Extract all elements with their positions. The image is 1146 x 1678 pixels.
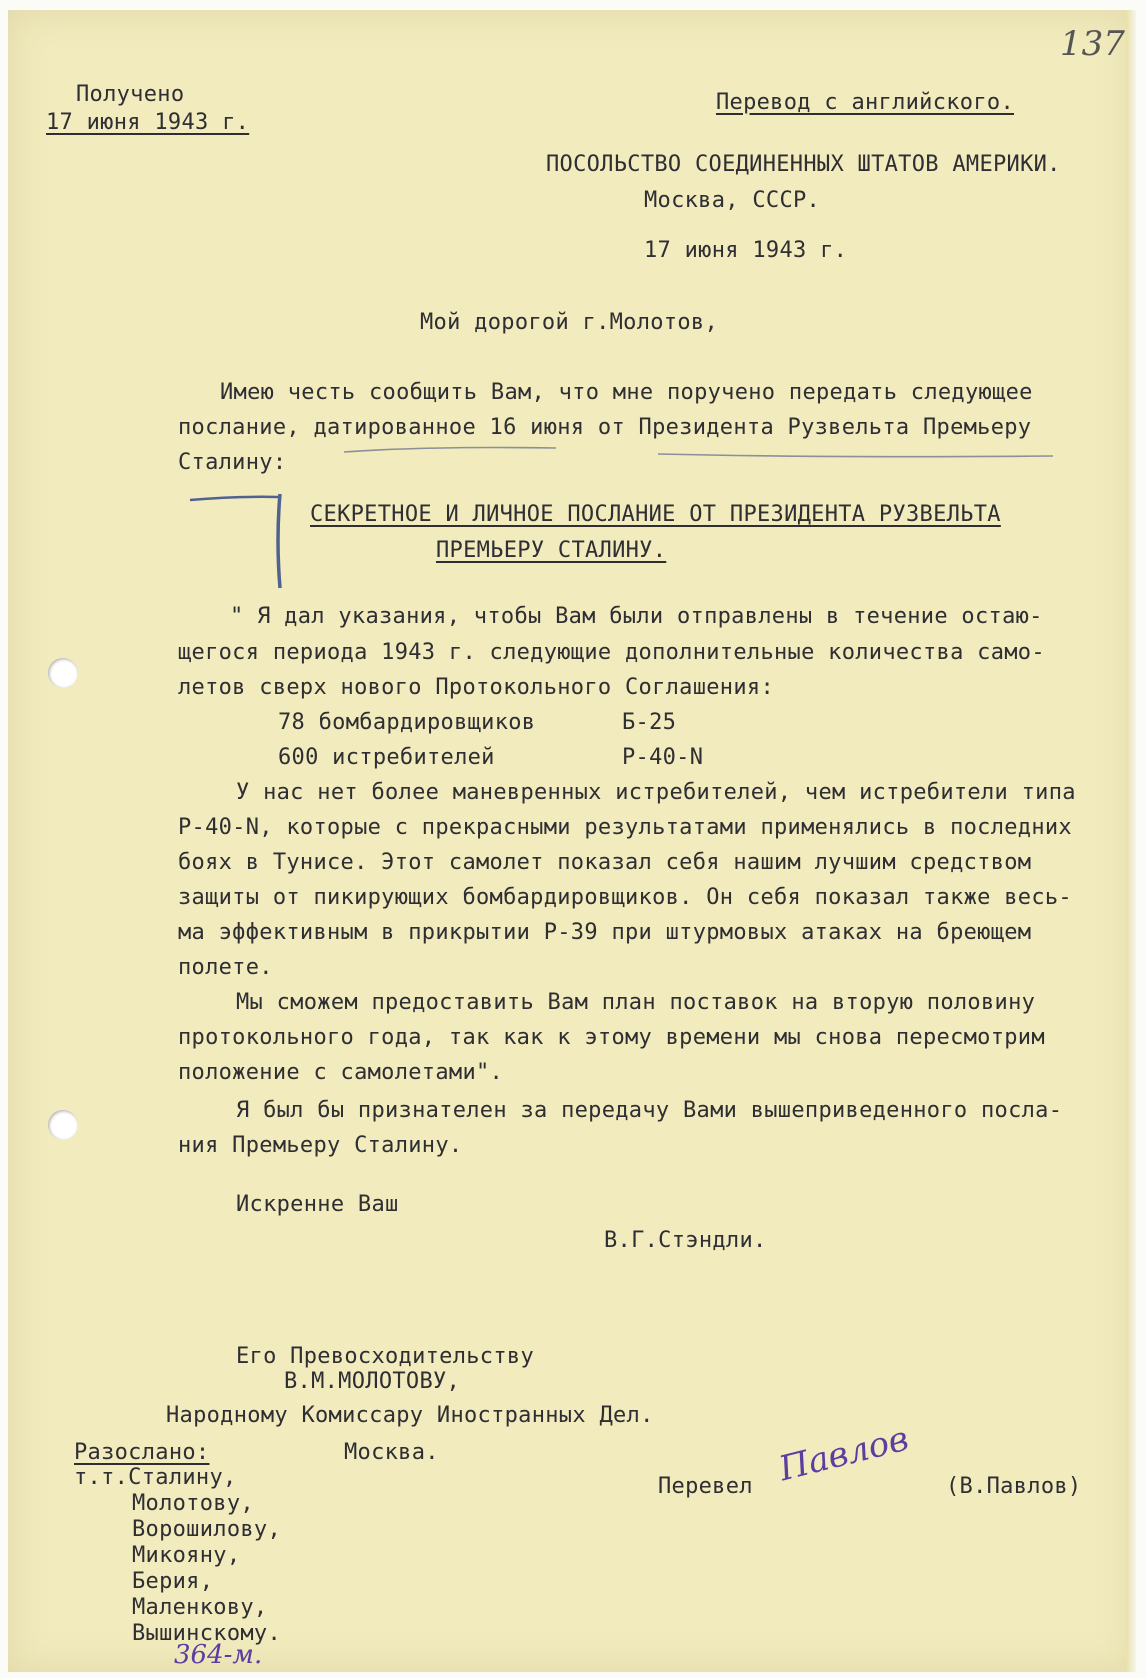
addressee-line: Москва. <box>344 1440 439 1465</box>
punch-hole <box>48 658 78 688</box>
distribution-label: Разослано: <box>74 1440 210 1465</box>
message-line: щегося периода 1943 г. следующие дополнительные количества само- <box>178 640 1045 665</box>
punch-hole <box>48 1110 78 1140</box>
message-title: СЕКРЕТНОЕ И ЛИЧНОЕ ПОСЛАНИЕ ОТ ПРЕЗИДЕНТА РУЗВЕЛЬТА <box>310 502 1001 527</box>
distribution-first: т.т.Сталину, <box>74 1465 237 1490</box>
document-page <box>8 10 1136 1672</box>
aircraft-qty: 78 бомбардировщиков <box>278 710 536 735</box>
message-line: боях в Тунисе. Этот самолет показал себя нашим лучшим средством <box>178 850 1032 875</box>
translator-name: (В.Павлов) <box>946 1474 1082 1499</box>
message-line: Р-40-N, которые с прекрасными результатами применялись в последних <box>178 815 1072 840</box>
aircraft-qty: 600 истребителей <box>278 745 495 770</box>
message-line: Мы сможем предоставить Вам план поставок на вторую половину <box>236 990 1036 1015</box>
message-line: защиты от пикирующих бомбардировщиков. Он себя показал также весь- <box>178 885 1072 910</box>
intro-line: Имею честь сообщить Вам, что мне поручено передать следующее <box>220 380 1033 405</box>
archive-number: 137 <box>1060 24 1125 64</box>
message-line: полете. <box>178 955 273 980</box>
message-line: протокольного года, так как к этому времени мы снова пересмотрим <box>178 1025 1045 1050</box>
distribution-name: Вышинскому. <box>132 1621 281 1646</box>
message-line: " Я дал указания, чтобы Вам были отправлены в течение остаю- <box>230 604 1043 629</box>
handwritten-reference: 364-м. <box>174 1640 263 1670</box>
received-date: 17 июня 1943 г. <box>46 110 250 135</box>
message-line: положение с самолетами". <box>178 1060 504 1085</box>
message-line: ма эффективным в прикрытии Р-39 при штурмовых атаках на бреющем <box>178 920 1032 945</box>
embassy-heading: ПОСОЛЬСТВО СОЕДИНЕННЫХ ШТАТОВ АМЕРИКИ. <box>546 152 1061 177</box>
addressee-line: Народному Комиссару Иностранных Дел. <box>166 1403 654 1428</box>
signer-name: В.Г.Стэндли. <box>604 1228 767 1253</box>
intro-line: послание, датированное 16 июня от Президента Рузвельта Премьеру <box>178 415 1032 440</box>
message-title: ПРЕМЬЕРУ СТАЛИНУ. <box>436 538 667 563</box>
addressee-line: В.М.МОЛОТОВУ, <box>284 1369 461 1394</box>
translator-label: Перевел <box>658 1474 753 1499</box>
addressee-line: Его Превосходительству <box>236 1344 534 1369</box>
aircraft-type: Р-40-N <box>622 745 704 770</box>
received-label: Получено <box>76 82 185 107</box>
embassy-city: Москва, СССР. <box>644 188 821 213</box>
closing-line: Я был бы признателен за передачу Вами вышеприведенного посла- <box>236 1098 1063 1123</box>
intro-line: Сталину: <box>178 450 287 475</box>
closing-line: ния Премьеру Сталину. <box>178 1133 463 1158</box>
translator-signature: Павлов <box>775 1418 913 1490</box>
distribution-name: Микояну, <box>132 1543 241 1568</box>
message-line: У нас нет более маневренных истребителей, чем истребители типа <box>236 780 1076 805</box>
distribution-name: Маленкову, <box>132 1595 268 1620</box>
translation-note: Перевод с английского. <box>716 90 1014 115</box>
distribution-name: Берия, <box>132 1569 214 1594</box>
message-line: летов сверх нового Протокольного Соглашения: <box>178 675 774 700</box>
sign-off: Искренне Ваш <box>236 1192 399 1217</box>
salutation: Мой дорогой г.Молотов, <box>420 310 718 335</box>
distribution-name: Ворошилову, <box>132 1517 281 1542</box>
aircraft-type: Б-25 <box>622 710 677 735</box>
letter-date: 17 июня 1943 г. <box>644 238 848 263</box>
distribution-name: Молотову, <box>132 1491 254 1516</box>
